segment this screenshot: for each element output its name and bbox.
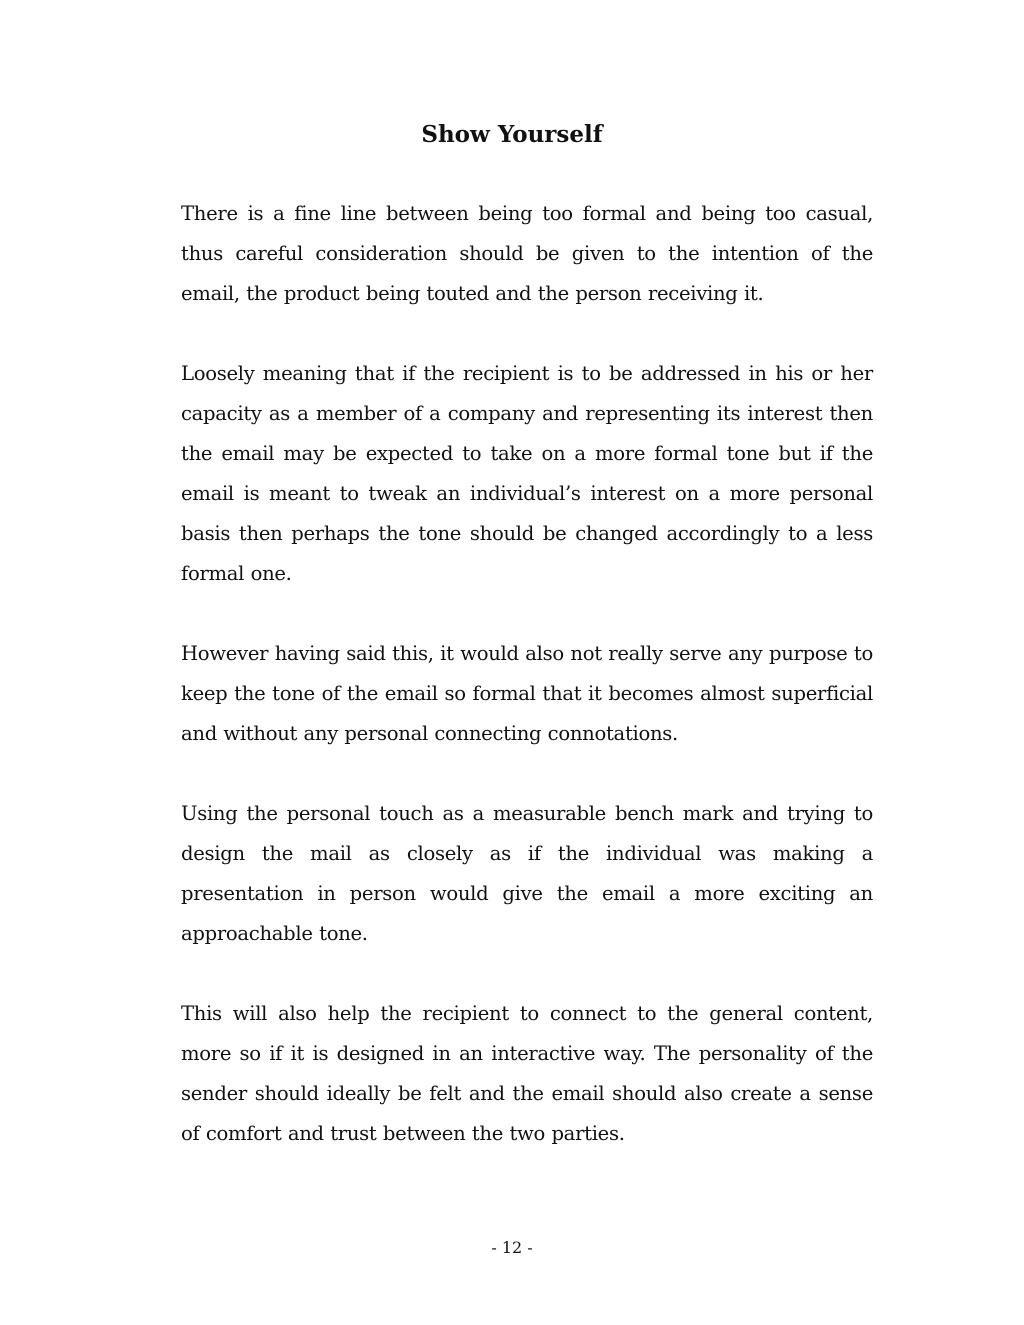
page-number: - 12 - (491, 1238, 533, 1257)
paragraph: This will also help the recipient to connect to the general content, more so if it is designed in an interactive way. The personality of the sender should ideally be felt and the email should also create a sense of comfort and trust between the two parties. (181, 1002, 873, 1145)
paragraph: However having said this, it would also not really serve any purpose to keep the tone of the email so formal that it becomes almost superficial and without any personal connecting connotations. (181, 642, 873, 745)
paragraph: There is a fine line between being too formal and being too casual, thus careful consideration should be given to the intention of the email, the product being touted and the person receiving it. (181, 202, 873, 305)
page-title: Show Yourself (421, 121, 603, 148)
paragraph: Loosely meaning that if the recipient is to be addressed in his or her capacity as a member of a company and representing its interest then the email may be expected to take on a more formal tone but if the email is meant to tweak an individual’s interest on a more personal basis then perhaps the tone should be changed accordingly to a less formal one. (181, 362, 873, 585)
paragraph: Using the personal touch as a measurable bench mark and trying to design the mail as closely as if the individual was making a presentation in person would give the email a more exciting an approachable tone. (181, 802, 873, 945)
body-text (181, 194, 873, 1194)
